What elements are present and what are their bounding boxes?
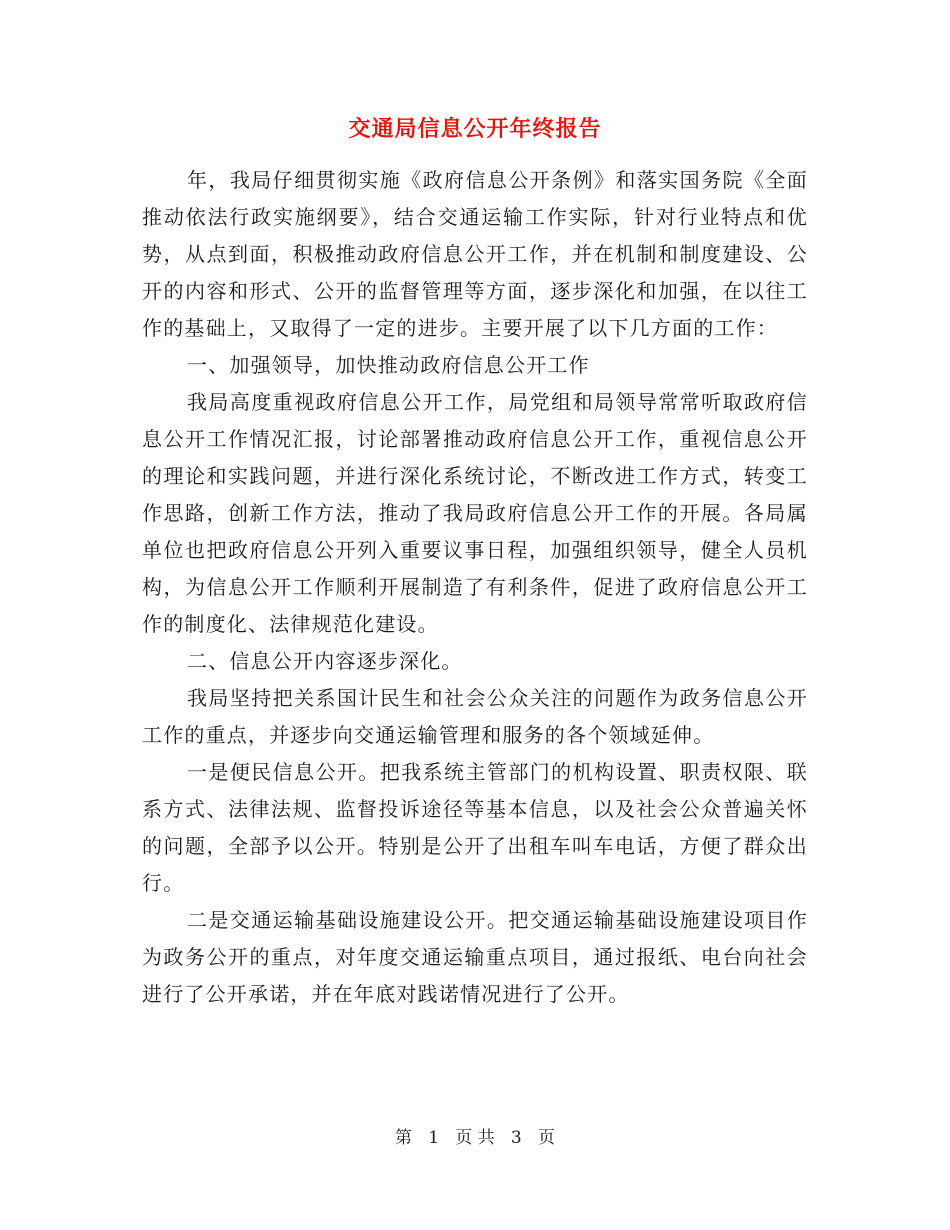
- footer-middle: 页 共: [455, 1128, 495, 1148]
- section-heading-1: 一、加强领导，加快推动政府信息公开工作: [187, 353, 590, 377]
- document-body: [142, 162, 808, 1013]
- document-title: 交通局信息公开年终报告: [348, 116, 602, 142]
- paragraph-intro: 年，我局仔细贯彻实施《政府信息公开条例》和落实国务院《全面推动依法行政实施纲要》，结合交通运输工作实际，针对行业特点和优势，从点到面，积极推动政府信息公开工作，并在机制和制度建设、公开的内容和形式、公开的监督管理等方面，逐步深化和加强，在以往工作的基础上，又取得了一定的进步。主要开展了以下几方面的工作：: [142, 168, 808, 340]
- paragraph-content-focus: 我局坚持把关系国计民生和社会公众关注的问题作为政务信息公开工作的重点，并逐步向交通运输管理和服务的各个领域延伸。: [142, 686, 808, 747]
- section-heading-2: 二、信息公开内容逐步深化。: [187, 649, 463, 673]
- paragraph-infrastructure: 二是交通运输基础设施建设公开。把交通运输基础设施建设项目作为政务公开的重点，对年度交通运输重点项目，通过报纸、电台向社会进行了公开承诺，并在年底对践诺情况进行了公开。: [142, 908, 808, 1006]
- footer-total-pages: 3: [510, 1128, 522, 1148]
- footer-prefix: 第: [395, 1128, 413, 1148]
- page-footer: [0, 1124, 950, 1152]
- paragraph-leadership: 我局高度重视政府信息公开工作，局党组和局领导常常听取政府信息公开工作情况汇报，讨论部署推动政府信息公开工作，重视信息公开的理论和实践问题，并进行深化系统讨论，不断改进工作方式，转变工作思路，创新工作方法，推动了我局政府信息公开工作的开展。各局属单位也把政府信息公开列入重要议事日程，加强组织领导，健全人员机构，为信息公开工作顺利开展制造了有利条件，促进了政府信息公开工作的制度化、法律规范化建设。: [142, 390, 808, 636]
- paragraph-public-service: 一是便民信息公开。把我系统主管部门的机构设置、职责权限、联系方式、法律法规、监督投诉途径等基本信息，以及社会公众普遍关怀的问题，全部予以公开。特别是公开了出租车叫车电话，方便了群众出行。: [142, 760, 808, 895]
- footer-suffix: 页: [537, 1128, 555, 1148]
- footer-current-page: 1: [428, 1128, 440, 1148]
